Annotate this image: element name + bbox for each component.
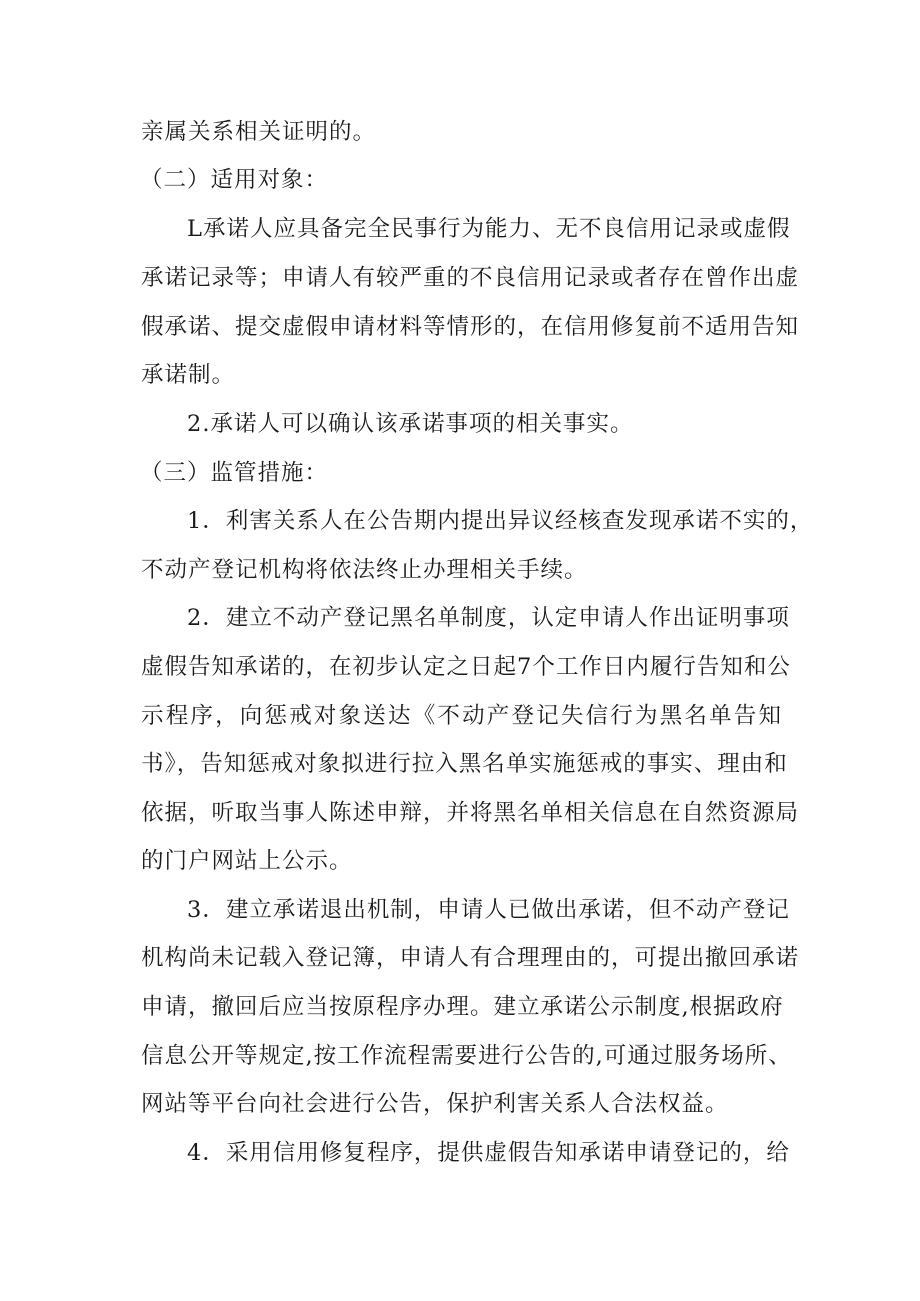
text-line: 示程序，向惩戒对象送达《不动产登记失信行为黑名单告知 — [141, 703, 782, 729]
text-line: 假承诺、提交虚假申请材料等情形的，在信用修复前不适用告知 — [141, 314, 800, 340]
text-line: 虚假告知承诺的，在初步认定之日起7个工作日内履行告知和公 — [141, 654, 791, 680]
section-heading: （三）监管措施： — [140, 460, 329, 486]
section-heading: （二）适用对象： — [140, 167, 329, 193]
text-line: 申请，撤回后应当按原程序办理。建立承诺公示制度,根据政府 — [141, 994, 784, 1020]
text-line: 网站等平台向社会进行公告，保护利害关系人合法权益。 — [141, 1091, 729, 1117]
text-line: 2.承诺人可以确认该承诺事项的相关事实。 — [187, 411, 634, 437]
text-line: 不动产登记机构将依法终止办理相关手续。 — [141, 557, 588, 583]
text-line: 1．利害关系人在公告期内提出异议经核查发现承诺不实的， — [187, 508, 814, 534]
text-line: L承诺人应具备完全民事行为能力、无不良信用记录或虚假 — [187, 216, 791, 242]
text-line: 信息公开等规定,按工作流程需要进行公告的,可通过服务场所、 — [141, 1043, 792, 1069]
text-line: 亲属关系相关证明的。 — [141, 119, 377, 145]
text-line: 3．建立承诺退出机制，申请人已做出承诺，但不动产登记 — [187, 897, 790, 923]
text-line: 的门户网站上公示。 — [141, 848, 353, 874]
text-line: 书》，告知惩戒对象拟进行拉入黑名单实施惩戒的事实、理由和 — [141, 751, 788, 777]
text-line: 机构尚未记载入登记簿，申请人有合理理由的，可提出撤回承诺 — [141, 945, 800, 971]
text-line: 承诺制。 — [141, 362, 236, 388]
text-line: 2．建立不动产登记黑名单制度，认定申请人作出证明事项 — [187, 605, 790, 631]
text-line: 依据，听取当事人陈述申辩，并将黑名单相关信息在自然资源局 — [141, 800, 800, 826]
text-line: 承诺记录等；申请人有较严重的不良信用记录或者存在曾作出虚 — [141, 265, 800, 291]
text-line: 4．采用信用修复程序，提供虚假告知承诺申请登记的，给 — [187, 1140, 790, 1166]
